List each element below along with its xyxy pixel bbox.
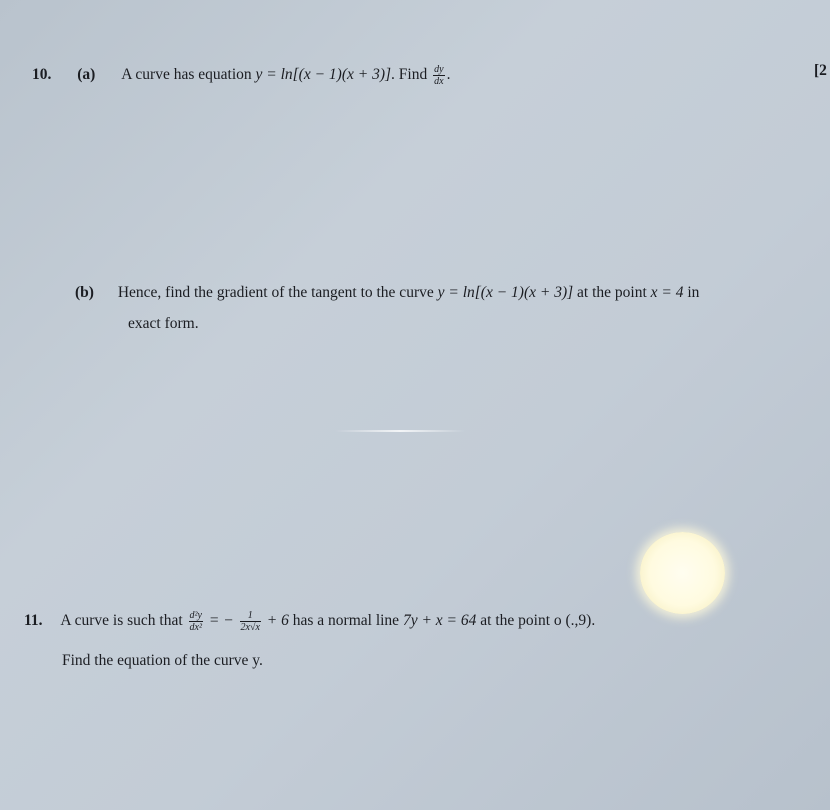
- q10-part-a-label: (a): [77, 66, 96, 84]
- q10b-mid-text: at the point: [577, 284, 647, 301]
- q11-eq-end: + 6: [266, 612, 289, 630]
- q10b-line: [75, 284, 699, 302]
- q10b-line2: exact form.: [128, 315, 199, 332]
- q10b-equation: y = ln[(x − 1)(x + 3)]: [437, 284, 574, 301]
- term-fraction: [240, 610, 261, 633]
- q10-part-b-label: (b): [75, 284, 94, 301]
- frac-denominator: dx: [434, 76, 444, 87]
- q10a-equation: y = ln[(x − 1)(x + 3)]: [255, 66, 392, 84]
- q10a-marks: [2: [814, 62, 827, 79]
- q11-normal-line: 7y + x = 64: [402, 612, 477, 630]
- question-10-number: 10.: [32, 66, 52, 84]
- question-11-number: 11.: [24, 612, 43, 630]
- frac-numerator: dy: [434, 64, 444, 75]
- q11-point: (.,9).: [565, 612, 596, 630]
- q10a-text: A curve has equation: [121, 66, 252, 84]
- dy-dx-fraction: [433, 64, 444, 87]
- highlight-streak: [335, 430, 465, 432]
- q10b-end-text: in: [687, 284, 700, 301]
- frac2-numerator: 1: [240, 610, 261, 622]
- light-glare: [640, 532, 725, 614]
- q11-line: [24, 610, 595, 633]
- frac2-denominator: 2x√x: [240, 622, 260, 633]
- q11-mid-text: has a normal line: [292, 612, 400, 630]
- q10b-point: x = 4: [650, 284, 684, 301]
- q11-line2: Find the equation of the curve y.: [62, 652, 263, 669]
- q10a-end: .: [446, 66, 451, 84]
- q11-text: A curve is such that: [60, 612, 183, 630]
- q10a-find-text: . Find: [391, 66, 428, 84]
- frac1-numerator: d²y: [189, 610, 202, 621]
- second-derivative-fraction: [189, 610, 203, 633]
- frac1-denominator: dx²: [189, 622, 202, 633]
- q11-eq-mid: = −: [208, 612, 234, 630]
- q10a-line: [32, 64, 450, 87]
- q11-end-text: at the point o: [480, 612, 562, 630]
- q10b-text: Hence, find the gradient of the tangent to the curve: [117, 284, 434, 301]
